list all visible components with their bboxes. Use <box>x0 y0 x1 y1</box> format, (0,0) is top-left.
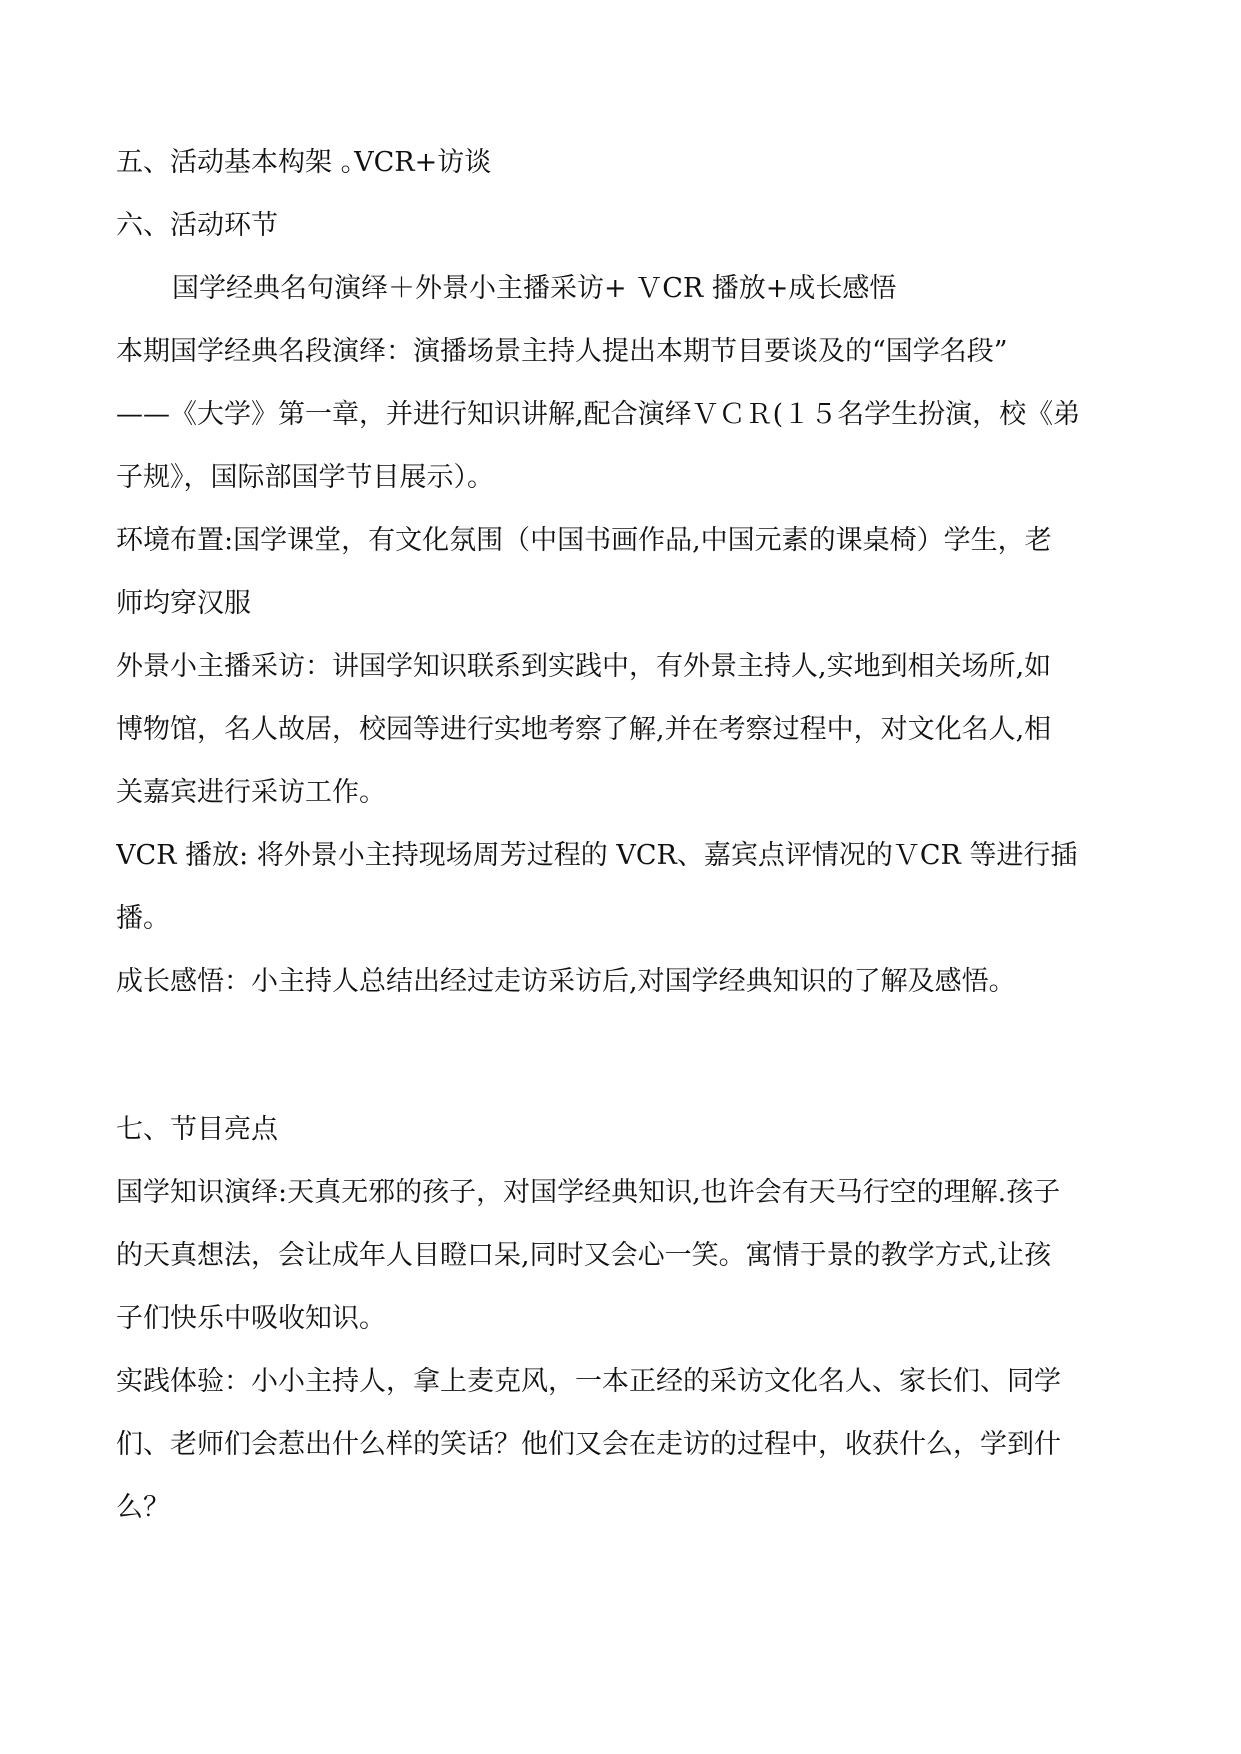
para-line: 们、老师们会惹出什么样的笑话？他们又会在走访的过程中，收获什么，学到什 <box>116 1429 1061 1460</box>
para-line: VCR 播放: 将外景小主持现场周芳过程的 VCR、嘉宾点评情况的ＶCR 等进行插 <box>116 840 1078 871</box>
section-5-6-block <box>116 131 1128 1013</box>
para-line: 国学知识演绎:天真无邪的孩子，对国学经典知识,也许会有天马行空的理解.孩子 <box>116 1177 1061 1208</box>
para-line: 环境布置:国学课堂，有文化氛围（中国书画作品,中国元素的课桌椅）学生，老 <box>116 525 1052 556</box>
para-line: 子们快乐中吸收知识。 <box>116 1303 386 1334</box>
section-6-intro: 国学经典名句演绎＋外景小主播采访+ ＶCR 播放+成长感悟 <box>172 273 897 304</box>
para-line: 成长感悟：小主持人总结出经过走访采访后,对国学经典知识的了解及感悟。 <box>116 966 1016 997</box>
para-line: 实践体验：小小主持人，拿上麦克风，一本正经的采访文化名人、家长们、同学 <box>116 1366 1061 1397</box>
para-line: 子规》，国际部国学节目展示）。 <box>116 462 494 493</box>
para-line: 的天真想法，会让成年人目瞪口呆,同时又会心一笑。寓情于景的教学方式,让孩 <box>116 1240 1052 1271</box>
section-6-heading: 六、活动环节 <box>116 210 278 241</box>
section-5-line: 五、活动基本构架 ｡VCR+访谈 <box>116 147 492 178</box>
para-line: 师均穿汉服 <box>116 588 251 619</box>
section-7-block <box>116 1098 1128 1539</box>
para-line: 外景小主播采访：讲国学知识联系到实践中，有外景主持人,实地到相关场所,如 <box>116 651 1052 682</box>
para-line: 关嘉宾进行采访工作。 <box>116 777 386 808</box>
para-line: 播。 <box>116 903 170 934</box>
para-line: 博物馆，名人故居，校园等进行实地考察了解,并在考察过程中，对文化名人,相 <box>116 714 1052 745</box>
para-line: 么？ <box>116 1492 170 1523</box>
section-7-heading: 七、节目亮点 <box>116 1114 278 1145</box>
para-line: 本期国学经典名段演绎：演播场景主持人提出本期节目要谈及的“国学名段” <box>116 336 1008 367</box>
para-line: ——《大学》第一章，并进行知识讲解,配合演绎ＶＣＲ(１５名学生扮演，校《弟 <box>116 399 1081 430</box>
